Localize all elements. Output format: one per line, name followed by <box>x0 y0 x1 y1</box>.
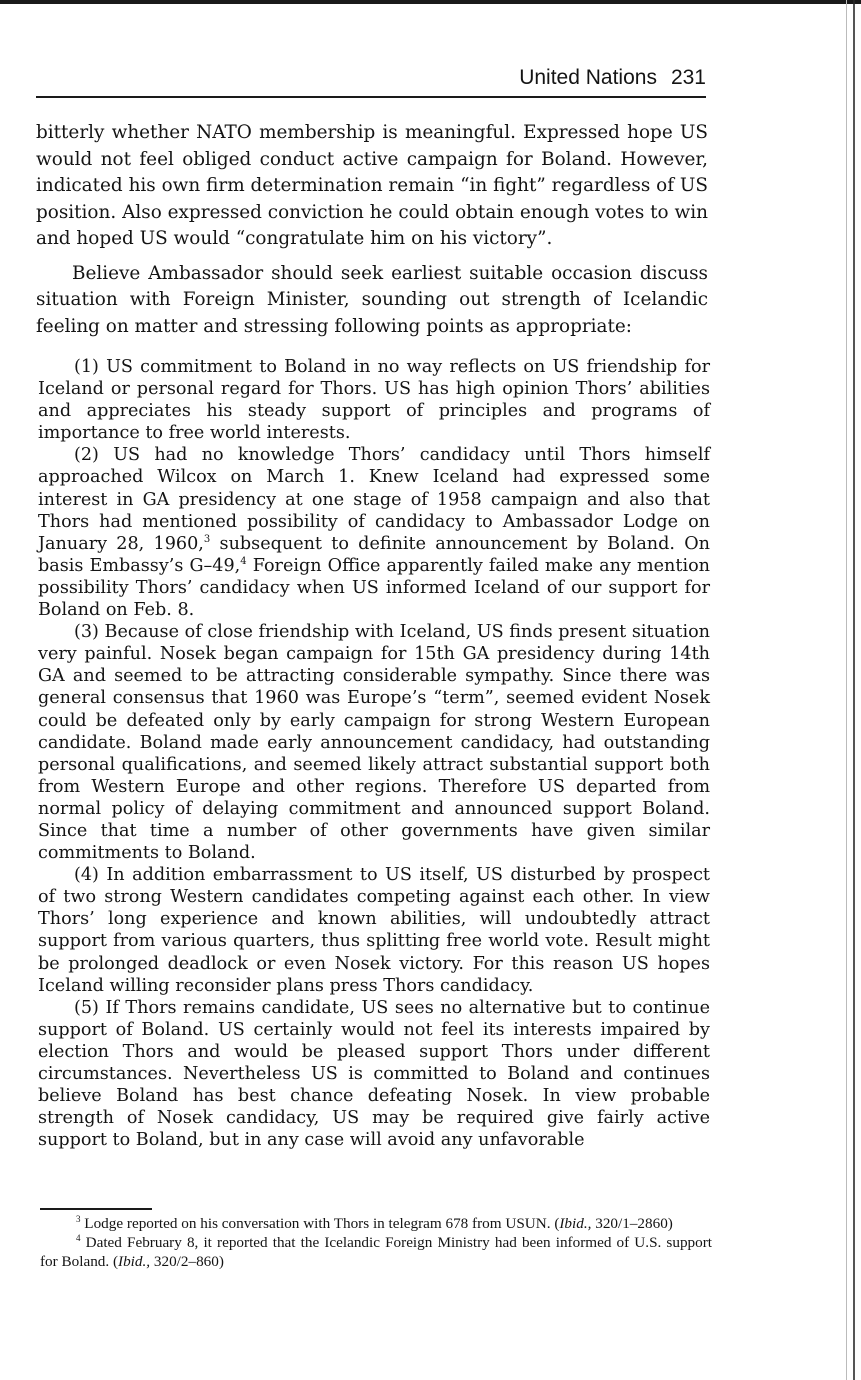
point-5: (5) If Thors remains candidate, US sees no alternative but to continue support of Boland. US certainly would not feel its interests impaired by election Thors and would be pleased support Thors under different circumstances. Nevertheless US is committed to Boland and continues believe Boland has best chance defeating Nosek. In view probable strength of Nosek candidacy, US may be required give fairly active support to Boland, but in any case will avoid any unfavorable <box>38 997 710 1151</box>
footnote-4-marker: 4 <box>76 1232 81 1243</box>
running-head <box>519 66 706 90</box>
footnote-3-text: Lodge reported on his conversation with Thors in telegram 678 from USUN. ( <box>80 1215 560 1232</box>
point-2-part-a: (2) US had no knowledge Thors’ candidacy until Thors himself approached Wilcox on March 1. Knew Iceland had expressed some interest in GA presidency at one stage of 1958 campaign and also that Thors had mentioned possibility of candidacy to Ambassador Lodge on January 28, 1960, <box>38 445 710 554</box>
footnote-4-text: Dated February 8, it reported that the Icelandic Foreign Ministry had been informed of U.S. support for Boland. ( <box>40 1234 712 1270</box>
page-header <box>36 62 706 98</box>
scan-right-edge <box>853 0 855 1380</box>
footnote-4 <box>40 1233 712 1271</box>
point-4: (4) In addition embarrassment to US itself, US disturbed by prospect of two strong Western candidates competing against each other. In view Thors’ long experience and known abilities, will undoubtedly attract support from various quarters, thus splitting free world vote. Result might be prolonged deadlock or even Nosek victory. For this reason US hopes Iceland willing reconsider plans press Thors candidacy. <box>38 865 710 996</box>
point-2-part-c: Foreign Office apparently failed make any mention possibility Thors’ candidacy when US informed Iceland of our support for Boland on Feb. 8. <box>38 555 710 621</box>
point-1: (1) US commitment to Boland in no way reflects on US friendship for Iceland or personal regard for Thors. US has high opinion Thors’ abilities and appreciates his steady support of principles and programs of importance to free world interests. <box>38 357 710 444</box>
footnote-3-marker: 3 <box>76 1213 81 1224</box>
footnote-4-ibid: Ibid., <box>118 1253 151 1270</box>
footnote-3-ref: 320/1–2860) <box>591 1215 673 1232</box>
footnotes <box>40 1214 712 1271</box>
footnote-divider <box>40 1208 152 1210</box>
numbered-points <box>38 356 710 1151</box>
scan-top-edge <box>0 0 861 4</box>
paragraph-continuation: bitterly whether NATO membership is meaningful. Expressed hope US would not feel obliged conduct active campaign for Boland. However, indicated his own firm determination remain “in fight” regardless of US position. Also expressed conviction he could obtain enough votes to win and hoped US would “congratulate him on his victory”. <box>36 122 708 249</box>
page-number: 231 <box>670 66 706 89</box>
running-title: United Nations <box>519 66 657 89</box>
point-3: (3) Because of close friendship with Iceland, US finds present situation very painful. Nosek began campaign for 15th GA presidency during 14th GA and seemed to be attracting considerable sympathy. Since there was general consensus that 1960 was Europe’s “term”, seemed evident Nosek could be defeated only by early campaign for strong Western European candidate. Boland made early announcement candidacy, had outstanding personal qualifications, and seemed likely attract substantial support both from Western Europe and other regions. Therefore US departed from normal policy of delaying commitment and announced support Boland. Since that time a number of other governments have given similar commitments to Boland. <box>38 622 710 864</box>
body-text <box>36 120 708 340</box>
footnote-3 <box>40 1214 712 1233</box>
footnote-3-ibid: Ibid., <box>559 1215 592 1232</box>
point-2 <box>38 444 710 621</box>
footnote-4-ref: 320/2–860) <box>150 1253 224 1270</box>
footnote-ref-4: 4 <box>240 555 247 567</box>
scan-right-edge-inner <box>846 0 847 1380</box>
paragraph-recommendation: Believe Ambassador should seek earliest suitable occasion discuss situation with Foreign Minister, sounding out strength of Icelandic feeling on matter and stressing following points as appropriate: <box>36 262 708 337</box>
footnote-ref-3: 3 <box>203 533 211 545</box>
point-2-part-b: subsequent to definite announcement by Boland. On basis Embassy’s G–49, <box>38 533 711 576</box>
